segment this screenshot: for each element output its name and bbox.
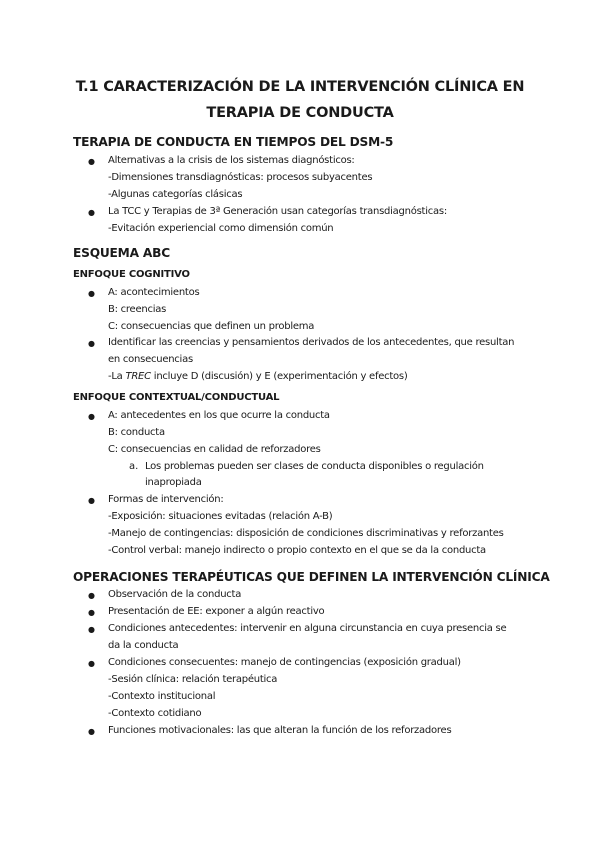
contextual-b: B: conducta [108, 427, 165, 438]
bullet-dot-icon: ● [88, 625, 95, 634]
dsm-bullet-1-sub-1: -Dimensiones transdiagnósticas: procesos subyacentes [108, 172, 373, 183]
contextual-sub-verbal: -Control verbal: manejo indirecto o propio contexto en el que se da la conducta [108, 545, 486, 556]
heading-contextual: ENFOQUE CONTEXTUAL/CONDUCTUAL [73, 392, 280, 403]
cognitive-a: A: acontecimientos [108, 287, 200, 298]
cognitive-bullet-2-line-1: Identificar las creencias y pensamientos derivados de los antecedentes, que resultan [108, 337, 515, 348]
operations-sub-institutional: -Contexto institucional [108, 691, 216, 702]
sub-list-marker-a: a. [129, 461, 139, 472]
cognitive-trec-line [108, 371, 408, 382]
operations-sub-daily: -Contexto cotidiano [108, 708, 202, 719]
document-title [60, 74, 540, 126]
operations-sub-session: -Sesión clínica: relación terapéutica [108, 674, 278, 685]
bullet-dot-icon: ● [88, 591, 95, 600]
heading-operations: OPERACIONES TERAPÉUTICAS QUE DEFINEN LA INTERVENCIÓN CLÍNICA [73, 570, 550, 584]
bullet-dot-icon: ● [88, 208, 95, 217]
dsm-bullet-1-sub-2: -Algunas categorías clásicas [108, 189, 243, 200]
trec-term: TREC [125, 371, 151, 382]
bullet-dot-icon: ● [88, 339, 95, 348]
contextual-sub-a-line-2: inapropiada [145, 477, 202, 488]
dsm-bullet-1: Alternativas a la crisis de los sistemas diagnósticos: [108, 155, 355, 166]
title-line-1: T.1 CARACTERIZACIÓN DE LA INTERVENCIÓN CLÍNICA EN [75, 79, 525, 95]
bullet-dot-icon: ● [88, 289, 95, 298]
operations-bullet-3-line-2: da la conducta [108, 640, 179, 651]
dsm-bullet-2: La TCC y Terapias de 3ª Generación usan categorías transdiagnósticas: [108, 206, 447, 217]
heading-abc: ESQUEMA ABC [73, 246, 170, 260]
operations-bullet-4: Condiciones consecuentes: manejo de contingencias (exposición gradual) [108, 657, 461, 668]
contextual-sub-exposure: -Exposición: situaciones evitadas (relación A-B) [108, 511, 333, 522]
contextual-sub-contingencies: -Manejo de contingencias: disposición de condiciones discriminativas y reforzantes [108, 528, 504, 539]
heading-dsm: TERAPIA DE CONDUCTA EN TIEMPOS DEL DSM-5 [73, 135, 394, 149]
bullet-dot-icon: ● [88, 608, 95, 617]
contextual-sub-a-line-1: Los problemas pueden ser clases de conducta disponibles o regulación [145, 461, 484, 472]
dsm-bullet-2-sub-1: -Evitación experiencial como dimensión común [108, 223, 334, 234]
trec-suffix: incluye D (discusión) y E (experimentación y efectos) [150, 371, 408, 382]
cognitive-b: B: creencias [108, 304, 167, 315]
bullet-dot-icon: ● [88, 727, 95, 736]
contextual-c: C: consecuencias en calidad de reforzadores [108, 444, 321, 455]
contextual-bullet-2: Formas de intervención: [108, 494, 224, 505]
title-line-2: TERAPIA DE CONDUCTA [206, 105, 394, 121]
bullet-dot-icon: ● [88, 496, 95, 505]
operations-bullet-3-line-1: Condiciones antecedentes: intervenir en alguna circunstancia en cuya presencia se [108, 623, 507, 634]
operations-bullet-5: Funciones motivacionales: las que alteran la función de los reforzadores [108, 725, 452, 736]
bullet-dot-icon: ● [88, 412, 95, 421]
trec-prefix: -La [108, 371, 126, 382]
operations-bullet-2: Presentación de EE: exponer a algún reactivo [108, 606, 325, 617]
contextual-a: A: antecedentes en los que ocurre la conducta [108, 410, 330, 421]
heading-cognitive: ENFOQUE COGNITIVO [73, 269, 190, 280]
operations-bullet-1: Observación de la conducta [108, 589, 242, 600]
bullet-dot-icon: ● [88, 659, 95, 668]
cognitive-c: C: consecuencias que definen un problema [108, 321, 315, 332]
bullet-dot-icon: ● [88, 157, 95, 166]
cognitive-bullet-2-line-2: en consecuencias [108, 354, 193, 365]
